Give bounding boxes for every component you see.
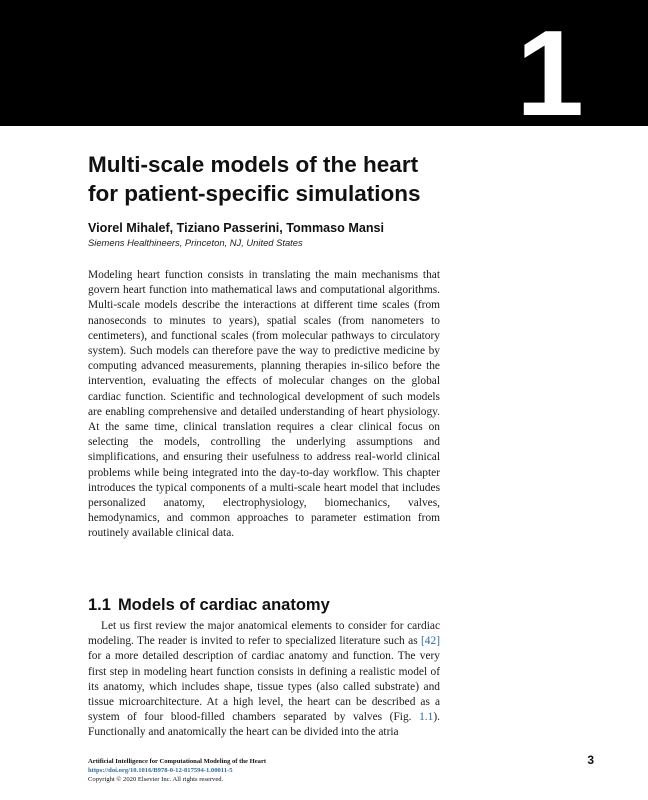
body-text-part-2: for a more detailed description of cardiac anatomy and function. The very first step in modeling heart function consists in defining a realistic model of its anatomy, which includes shape, tissue types (also called substrate) and tissue microarchitecture. At a high level, the heart can be described as a system of four blood-filled chambers separated by valves (Fig.	[88, 650, 440, 724]
chapter-number: 1	[516, 5, 582, 141]
abstract-paragraph: Modeling heart function consists in translating the main mechanisms that govern heart function into mathematical laws and computational algorithms. Multi-scale models describe the interactions at different time scales (from nanoseconds to minutes to years), spatial scales (from nanometers to centimeters), and functional scales (from molecular pathways to circulatory system). Such models can therefore pave the way to predictive medicine by computing advanced measurements, planning therapies in-silico before the intervention, evaluating the effects of molecular changes on the global cardiac function. Scientific and technological development of such models are enabling comprehensive and detailed understanding of heart physiology. At the same time, clinical translation requires a clear clinical focus on selecting the models, controlling the underlying assumptions and simplifications, and ensuring their usefulness to address real-world clinical problems while being integrated into the day-to-day workflow. This chapter introduces the typical components of a multi-scale heart model that includes personalized anatomy, electrophysiology, biomechanics, valves, hemodynamics, and common approaches to parameter estimation from routinely available clinical data.	[88, 269, 440, 540]
chapter-title: Multi-scale models of the heart for patient-specific simulations	[88, 152, 421, 206]
author-affiliation: Siemens Healthineers, Princeton, NJ, United States	[88, 237, 303, 248]
doi-link[interactable]: https://doi.org/10.1016/B978-0-12-817594-1.00011-5	[88, 767, 233, 774]
chapter-header-band	[0, 0, 648, 141]
book-title: Artificial Intelligence for Computational Modeling of the Heart	[88, 758, 267, 765]
section-number: 1.1	[88, 596, 111, 614]
page-footer	[88, 757, 266, 784]
reference-link[interactable]: [42]	[421, 635, 440, 648]
figure-link[interactable]: 1.1	[419, 711, 434, 724]
section-heading	[88, 594, 330, 616]
copyright-notice: Copyright © 2020 Elsevier Inc. All rights reserved.	[88, 776, 224, 783]
page-number: 3	[587, 753, 594, 767]
body-text-part-3: ). Functionally and anatomically the heart can be divided into the atria	[88, 711, 440, 739]
section-title: Models of cardiac anatomy	[117, 596, 330, 614]
body-paragraph	[88, 619, 440, 741]
body-text-part-1: Let us first review the major anatomical elements to consider for cardiac modeling. The reader is invited to refer to specialized literature such as	[88, 620, 440, 648]
author-list: Viorel Mihalef, Tiziano Passerini, Tommaso Mansi	[88, 221, 385, 235]
